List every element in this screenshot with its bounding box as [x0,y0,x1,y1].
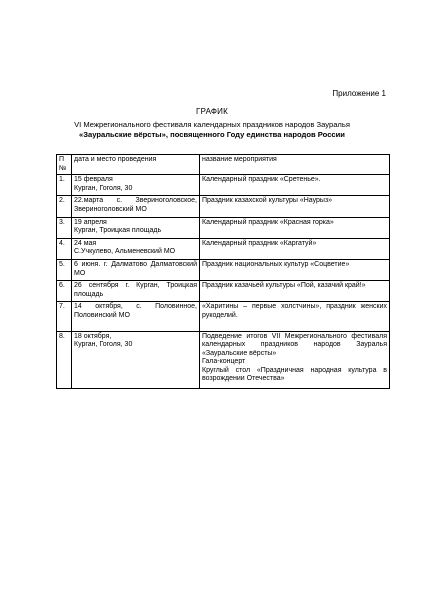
row-event: Праздник казачьей культуры «Пой, казачий край!» [200,281,390,302]
header-date-place: дата и место проведения [72,155,200,175]
row-event: Календарный праздник «Красная горка» [200,217,390,238]
subtitle-line-2: «Зауральские вёрсты», посвященного Году единства народов России [79,130,345,139]
row-number: 2. [57,196,72,217]
table-row [57,331,390,389]
document-title: ГРАФИК [196,107,228,116]
table-row [57,302,390,331]
row-number: 8. [57,331,72,389]
row-date-place: 14 октября, с. Половинное, Половинский МО [72,302,200,331]
row-date-place: 15 февраля Курган, Гоголя, 30 [72,175,200,196]
row-number: 5. [57,259,72,280]
table-row [57,217,390,238]
row-date-place: 24 мая С.Учкулево, Альменевский МО [72,238,200,259]
row-event: Календарный праздник «Сретенье». [200,175,390,196]
row-number: 6. [57,281,72,302]
document-subtitle [0,120,424,140]
table-row [57,259,390,280]
row-event: Подведение итогов VII Межрегионального фестиваля календарных праздников народов Зауралья «Зауральские вёрсты» Гала-концерт Круглый стол «Праздничная народная культура в возрождении Отечества» [200,331,390,389]
row-date-place: 6 июня. г. Далматово Далматовский МО [72,259,200,280]
row-date-place: 19 апреля Курган, Троицкая площадь [72,217,200,238]
header-event: название мероприятия [200,155,390,175]
schedule-table [56,154,390,389]
row-number: 1. [57,175,72,196]
row-number: 4. [57,238,72,259]
row-date-place: 22.марта с. Звериноголовское, Звериноголовский МО [72,196,200,217]
row-number: 7. [57,302,72,331]
appendix-label: Приложение 1 [332,89,386,98]
subtitle-line-1: VI Межрегионального фестиваля календарных праздников народов Зауралья [74,120,350,129]
table-row [57,238,390,259]
row-event: Календарный праздник «Каргатуй» [200,238,390,259]
table-row [57,175,390,196]
row-event: Праздник национальных культур «Соцветие» [200,259,390,280]
row-number: 3. [57,217,72,238]
row-event: Праздник казахской культуры «Наурыз» [200,196,390,217]
table-row [57,281,390,302]
row-date-place: 26 сентября г. Курган, Троицкая площадь [72,281,200,302]
table-row [57,196,390,217]
header-number: П № [57,155,72,175]
table-header-row [57,155,390,175]
row-date-place: 18 октября, Курган, Гоголя, 30 [72,331,200,389]
row-event: «Харитины – первые холстчины», праздник женских рукоделий. [200,302,390,331]
